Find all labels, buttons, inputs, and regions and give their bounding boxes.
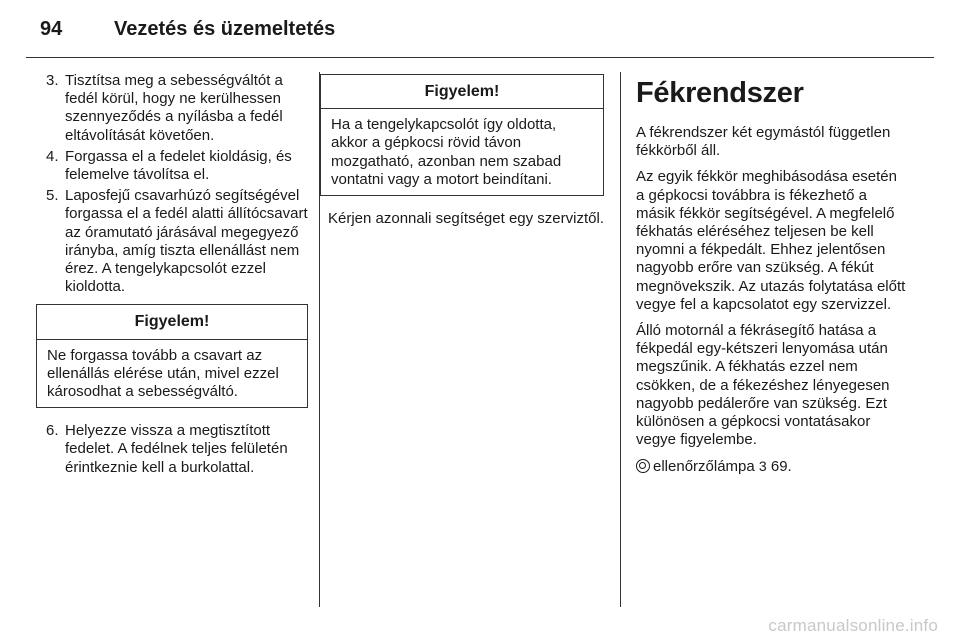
- column-divider-2: [620, 72, 621, 607]
- page-number: 94: [40, 18, 63, 40]
- warning-heading: Figyelem!: [321, 75, 603, 109]
- paragraph: Álló motornál a fékrásegítő hatása a fékpedál egy-kétszeri lenyomása után megszűnik. A fékhatás ezzel nem csökken, de a fékezéshez lényegesen nagyobb pedálerőre van szükség. Ezt különösen a gépkocsi vontatásakor vegye figyelembe.: [636, 322, 890, 449]
- column-3: [636, 72, 908, 485]
- warning-text: Ha a tengelykapcsolót így oldotta, akkor a gépkocsi rövid távon mozgatható, azonban nem szabad vontatni vagy a motort beindítani.: [331, 116, 562, 188]
- warning-box: [320, 74, 604, 196]
- page-reference-number: 69.: [770, 458, 792, 476]
- header-rule: [26, 57, 934, 58]
- section-title: Fékrendszer: [636, 77, 804, 109]
- step-item: [46, 187, 308, 296]
- watermark: carmanualsonline.info: [768, 616, 938, 635]
- column-1: [46, 72, 308, 480]
- step-number: 5.: [46, 187, 59, 205]
- step-item: [46, 72, 308, 145]
- step-number: 4.: [46, 147, 59, 165]
- paragraph: Az egyik fékkör meghibásodása esetén a gépkocsi továbbra is fékezhető a másik fékkör segítségével. A megfelelő fékhatás eléréséhez teljesen be kell nyomni a fékpedált. Ehhez jelentősen nagyobb erőre van szükség. A fékút megnövekszik. Az utazás folytatása előtt vegye fel a kapcsolatot egy szervizzel.: [636, 168, 906, 313]
- warning-text: Ne forgassa tovább a csavart az ellenállás elérése után, mivel ezzel károsodhat a sebességváltó.: [47, 346, 279, 401]
- column-2: [328, 72, 604, 236]
- step-text: Helyezze vissza a megtisztított fedelet. A fedélnek teljes felületén érintkeznie kell a burkolattal.: [65, 422, 288, 476]
- lamp-reference: [636, 457, 908, 476]
- steps-list-a: [46, 72, 308, 296]
- step-number: 6.: [46, 422, 59, 440]
- brake-warning-lamp-icon: [636, 459, 650, 473]
- warning-heading: Figyelem!: [37, 305, 307, 339]
- paragraph: A fékrendszer két egymástól független fékkörből áll.: [636, 124, 891, 160]
- step-item: [46, 422, 308, 477]
- paragraph: Kérjen azonnali segítséget egy szerviztől.: [328, 210, 604, 228]
- step-item: [46, 148, 308, 184]
- step-text: Forgassa el a fedelet kioldásig, és felemelve távolítsa el.: [65, 147, 292, 184]
- lamp-label: ellenőrzőlámpa: [653, 458, 755, 476]
- step-text: Tisztítsa meg a sebességváltót a fedél körül, hogy ne kerülhessen szennyeződés a nyílásba a fedél eltávolítását követően.: [65, 72, 283, 144]
- page-title: Vezetés és üzemeltetés: [114, 18, 336, 40]
- step-text: Laposfejű csavarhúzó segítségével forgassa el a fedél alatti állítócsavart az óramutató járásával megegyező irányba, amíg tiszta ellenállást nem érez. A tengelykapcsolót ezzel kioldotta.: [65, 187, 308, 296]
- page-reference-icon: 3: [758, 458, 767, 475]
- warning-box: [36, 304, 308, 408]
- steps-list-b: [46, 422, 308, 477]
- step-number: 3.: [46, 72, 59, 89]
